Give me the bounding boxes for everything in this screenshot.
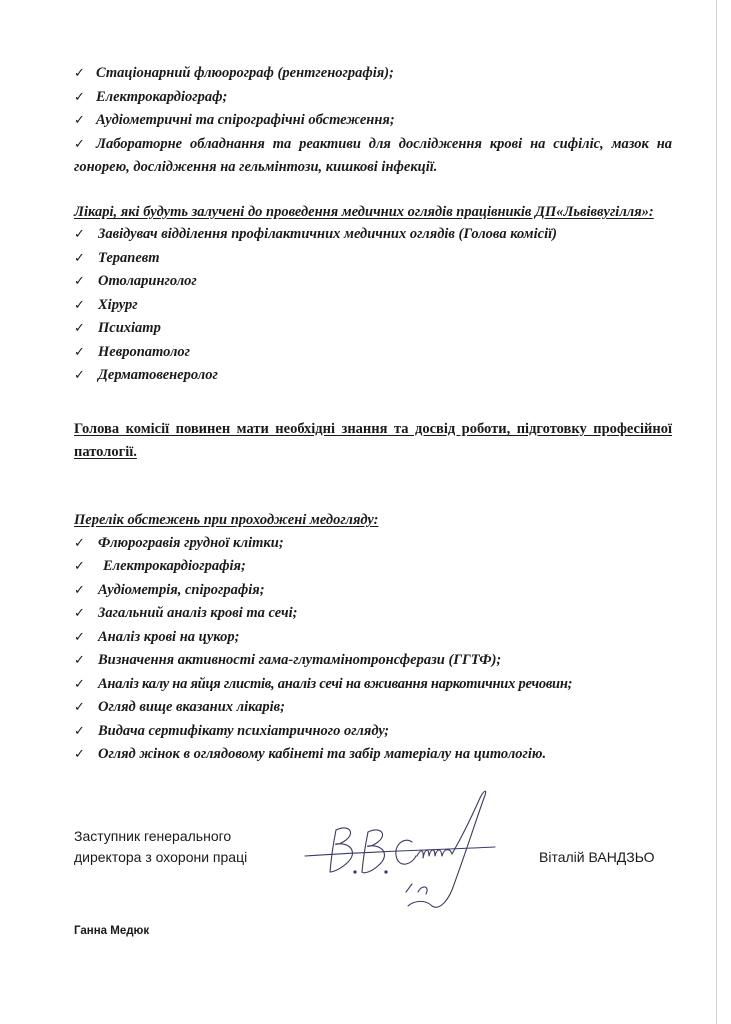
exam-item: ✓ Електрокардіографія; (74, 555, 672, 579)
exam-item: ✓ Аудіометрія, спірографія; (74, 579, 672, 603)
doctors-section (74, 201, 672, 388)
check-icon: ✓ (74, 227, 85, 242)
doctor-item: ✓ Невропатолог (74, 341, 672, 365)
exam-item: ✓ Загальний аналіз крові та сечі; (74, 602, 672, 626)
check-icon: ✓ (74, 89, 85, 105)
check-icon: ✓ (74, 368, 85, 383)
check-icon: ✓ (74, 559, 85, 574)
check-icon: ✓ (74, 250, 85, 266)
position-line: Заступник генерального (74, 828, 232, 844)
check-icon: ✓ (74, 274, 85, 289)
equipment-list (74, 62, 672, 179)
doctor-item: ✓ Дерматовенеролог (74, 364, 672, 388)
equipment-item: ✓ Лабораторне обладнання та реактиви для дослідження крові на сифіліс, мазок на гонорею, дослідження на гельмінтози, кишкові інфекції. (74, 135, 672, 175)
check-icon: ✓ (74, 535, 85, 551)
handwritten-signature (300, 780, 500, 920)
exams-title: Перелік обстежень при проходжені медогляду: (74, 512, 379, 528)
check-icon: ✓ (74, 653, 85, 668)
doctors-title: Лікарі, які будуть залучені до проведення медичних оглядів працівників ДП«Львіввугілля»: (74, 204, 654, 220)
exam-item: ✓ Флюрогравія грудної клітки; (74, 532, 672, 556)
signatory-position (74, 826, 247, 868)
exams-section (74, 509, 672, 767)
check-icon: ✓ (74, 700, 85, 715)
doctor-item: ✓ Хірург (74, 294, 672, 318)
equipment-item: ✓ Аудіометричні та спірографічні обстеження; (74, 109, 672, 133)
signatory-name: Віталій ВАНДЗЬО (539, 849, 655, 865)
check-icon: ✓ (74, 676, 85, 692)
check-icon: ✓ (74, 582, 85, 598)
check-icon: ✓ (74, 629, 85, 645)
exam-item: ✓ Аналіз крові на цукор; (74, 626, 672, 650)
exam-item: ✓ Аналіз калу на яйця глистів, аналіз сечі на вживання наркотичних речовин; (74, 673, 672, 697)
check-icon: ✓ (74, 321, 85, 336)
check-icon: ✓ (74, 747, 85, 762)
doctor-item: ✓ Завідувач відділення профілактичних медичних оглядів (Голова комісії) (74, 223, 672, 247)
check-icon: ✓ (74, 723, 85, 739)
exam-item: ✓ Огляд вище вказаних лікарів; (74, 696, 672, 720)
doctor-item: ✓ Психіатр (74, 317, 672, 341)
scan-edge-line (716, 0, 717, 1024)
check-icon: ✓ (74, 113, 85, 128)
doctor-item: ✓ Отоларинголог (74, 270, 672, 294)
equipment-item: ✓ Електрокардіограф; (74, 86, 672, 110)
executor-name: Ганна Медюк (74, 925, 150, 937)
equipment-item: ✓ Стаціонарний флюорограф (рентгенографія); (74, 62, 672, 86)
chair-requirement-note: Голова комісії повинен мати необхідні знання та досвід роботи, підготовку професійної патології. (74, 421, 672, 460)
check-icon: ✓ (74, 297, 85, 313)
doctor-item: ✓ Терапевт (74, 247, 672, 271)
exam-item: ✓ Огляд жінок в оглядовому кабінеті та забір матеріалу на цитологію. (74, 743, 672, 767)
check-icon: ✓ (74, 344, 85, 360)
exam-item: ✓ Видача сертифікату психіатричного огляду; (74, 720, 672, 744)
exam-item: ✓ Визначення активності гама-глутамінотронсферази (ГГТФ); (74, 649, 672, 673)
check-icon: ✓ (74, 136, 85, 152)
check-icon: ✓ (74, 66, 85, 81)
check-icon: ✓ (74, 606, 85, 621)
position-line: директора з охорони праці (74, 849, 248, 865)
